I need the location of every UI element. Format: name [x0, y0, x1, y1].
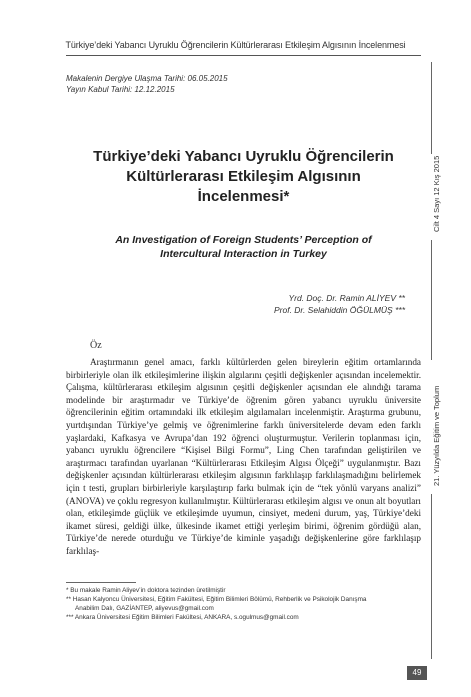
footnote-2: ** Hasan Kalyoncu Üniversitesi, Eğitim Fakültesi, Eğitim Bilimleri Bölümü, Rehberlik ve Psikolojik Danışma [66, 596, 367, 603]
author-2: Prof. Dr. Selahiddin ÖĞÜLMÜŞ *** [273, 305, 405, 315]
title-line: Türkiye’deki Yabancı Uyruklu Öğrencilerin [93, 148, 394, 165]
subtitle-line: Intercultural Interaction in Turkey [160, 248, 327, 260]
authors [274, 292, 405, 316]
abstract-heading: Öz [90, 340, 102, 351]
side-rule-bottom [431, 494, 432, 659]
footnote-1: * Bu makale Ramin Aliyev’in doktora tezinden üretilmiştir [66, 587, 226, 594]
header-rule [66, 55, 421, 56]
author-1: Yrd. Doç. Dr. Ramin ALİYEV ** [288, 293, 405, 303]
side-rule-top [431, 62, 432, 154]
submission-dates [66, 73, 228, 95]
abstract-text: Araştırmanın genel amacı, farklı kültürlerden gelen bireylerin eğitim ortamlarında birbirleriyle olan ilk etkileşimlerine ilişkin algılarını çeşitli değişkenler açısından incelemektir. Çalışma, kültürlerarası etkileşim algısının çeşitli değişkenler açısından ele alındığı tarama modelinde bir araştırmadır ve Türkiye’de öğrenim gören yabancı uyruklu üniversite öğrencilerinin eğitim ortamındaki ilk etkileşim algılamaları incelenmiştir. Araştırma grubunu, yurtdışından Türkiye’ye gelmiş ve öğrenimlerine farklı üniversitelerde devam eden farklı yaşlardaki, Kafkasya ve Avrupa’dan 192 öğrenci oluşturmuştur. Verilerin toplanması için, yabancı uyruklu öğrencilere “Kişisel Bilgi Formu”, Ling Chen tarafından geliştirilen ve araştırmacı tarafından uyarlanan “Kültürlerarası Etkileşim Algısı Ölçeği” uygulanmıştır. Bazı değişkenler açısından kültürlerarası etkileşim algısının farklılaşıp farklılaşmadığını belirlemek için t testi, grupları birbirleriyle karşılaştırıp farkı bulmak için de “tek yönlü varyans analizi” (ANOVA) ve çoklu regresyon kullanılmıştır. Kültürlerarası etkileşim algısı ve onun alt boyutları olan, etkileşimde güçlük ve etkileşimde uyumun, cinsiyet, medeni durum, yaş, Türkiye’deki ikamet süresi, geldiği ülke, ülkesinde ikamet ettiği yerleşim birimi, öğrenim gördüğü alan, Türkiye’de nerede oturduğu ve Türkiye’de kiminle yaşadığı değişkenlerine göre farklılaşıp farklılaş- [66, 357, 421, 556]
title-line: Kültürlerarası Etkileşim Algısının [126, 168, 361, 185]
footnote-2-cont: Anabilim Dalı, GAZİANTEP, aliyevus@gmail.com [75, 605, 214, 612]
footnotes [66, 586, 421, 622]
running-header: Türkiye’deki Yabancı Uyruklu Öğrencilerin Kültürlerarası Etkileşim Algısının İncelenmesi [65, 40, 406, 50]
subtitle-line: An Investigation of Foreign Students’ Perception of [115, 234, 372, 246]
page-number: 49 [407, 666, 427, 680]
article-title [66, 147, 421, 207]
accepted-date: Yayın Kabul Tarihi: 12.12.2015 [66, 85, 175, 94]
side-journal-label: 21. Yüzyılda Eğitim ve Toplum [432, 385, 441, 486]
side-rule-mid [431, 240, 432, 360]
title-line: İncelenmesi* [197, 188, 290, 205]
received-date: Makalenin Dergiye Ulaşma Tarihi: 06.05.2015 [66, 74, 228, 83]
english-title [66, 233, 421, 261]
footnote-rule [66, 582, 136, 583]
footnote-3: *** Ankara Üniversitesi Eğitim Bilimleri Fakültesi, ANKARA, s.ogulmus@gmail.com [66, 614, 299, 621]
side-volume-label: Cilt 4 Sayı 12 Kış 2015 [432, 155, 441, 232]
